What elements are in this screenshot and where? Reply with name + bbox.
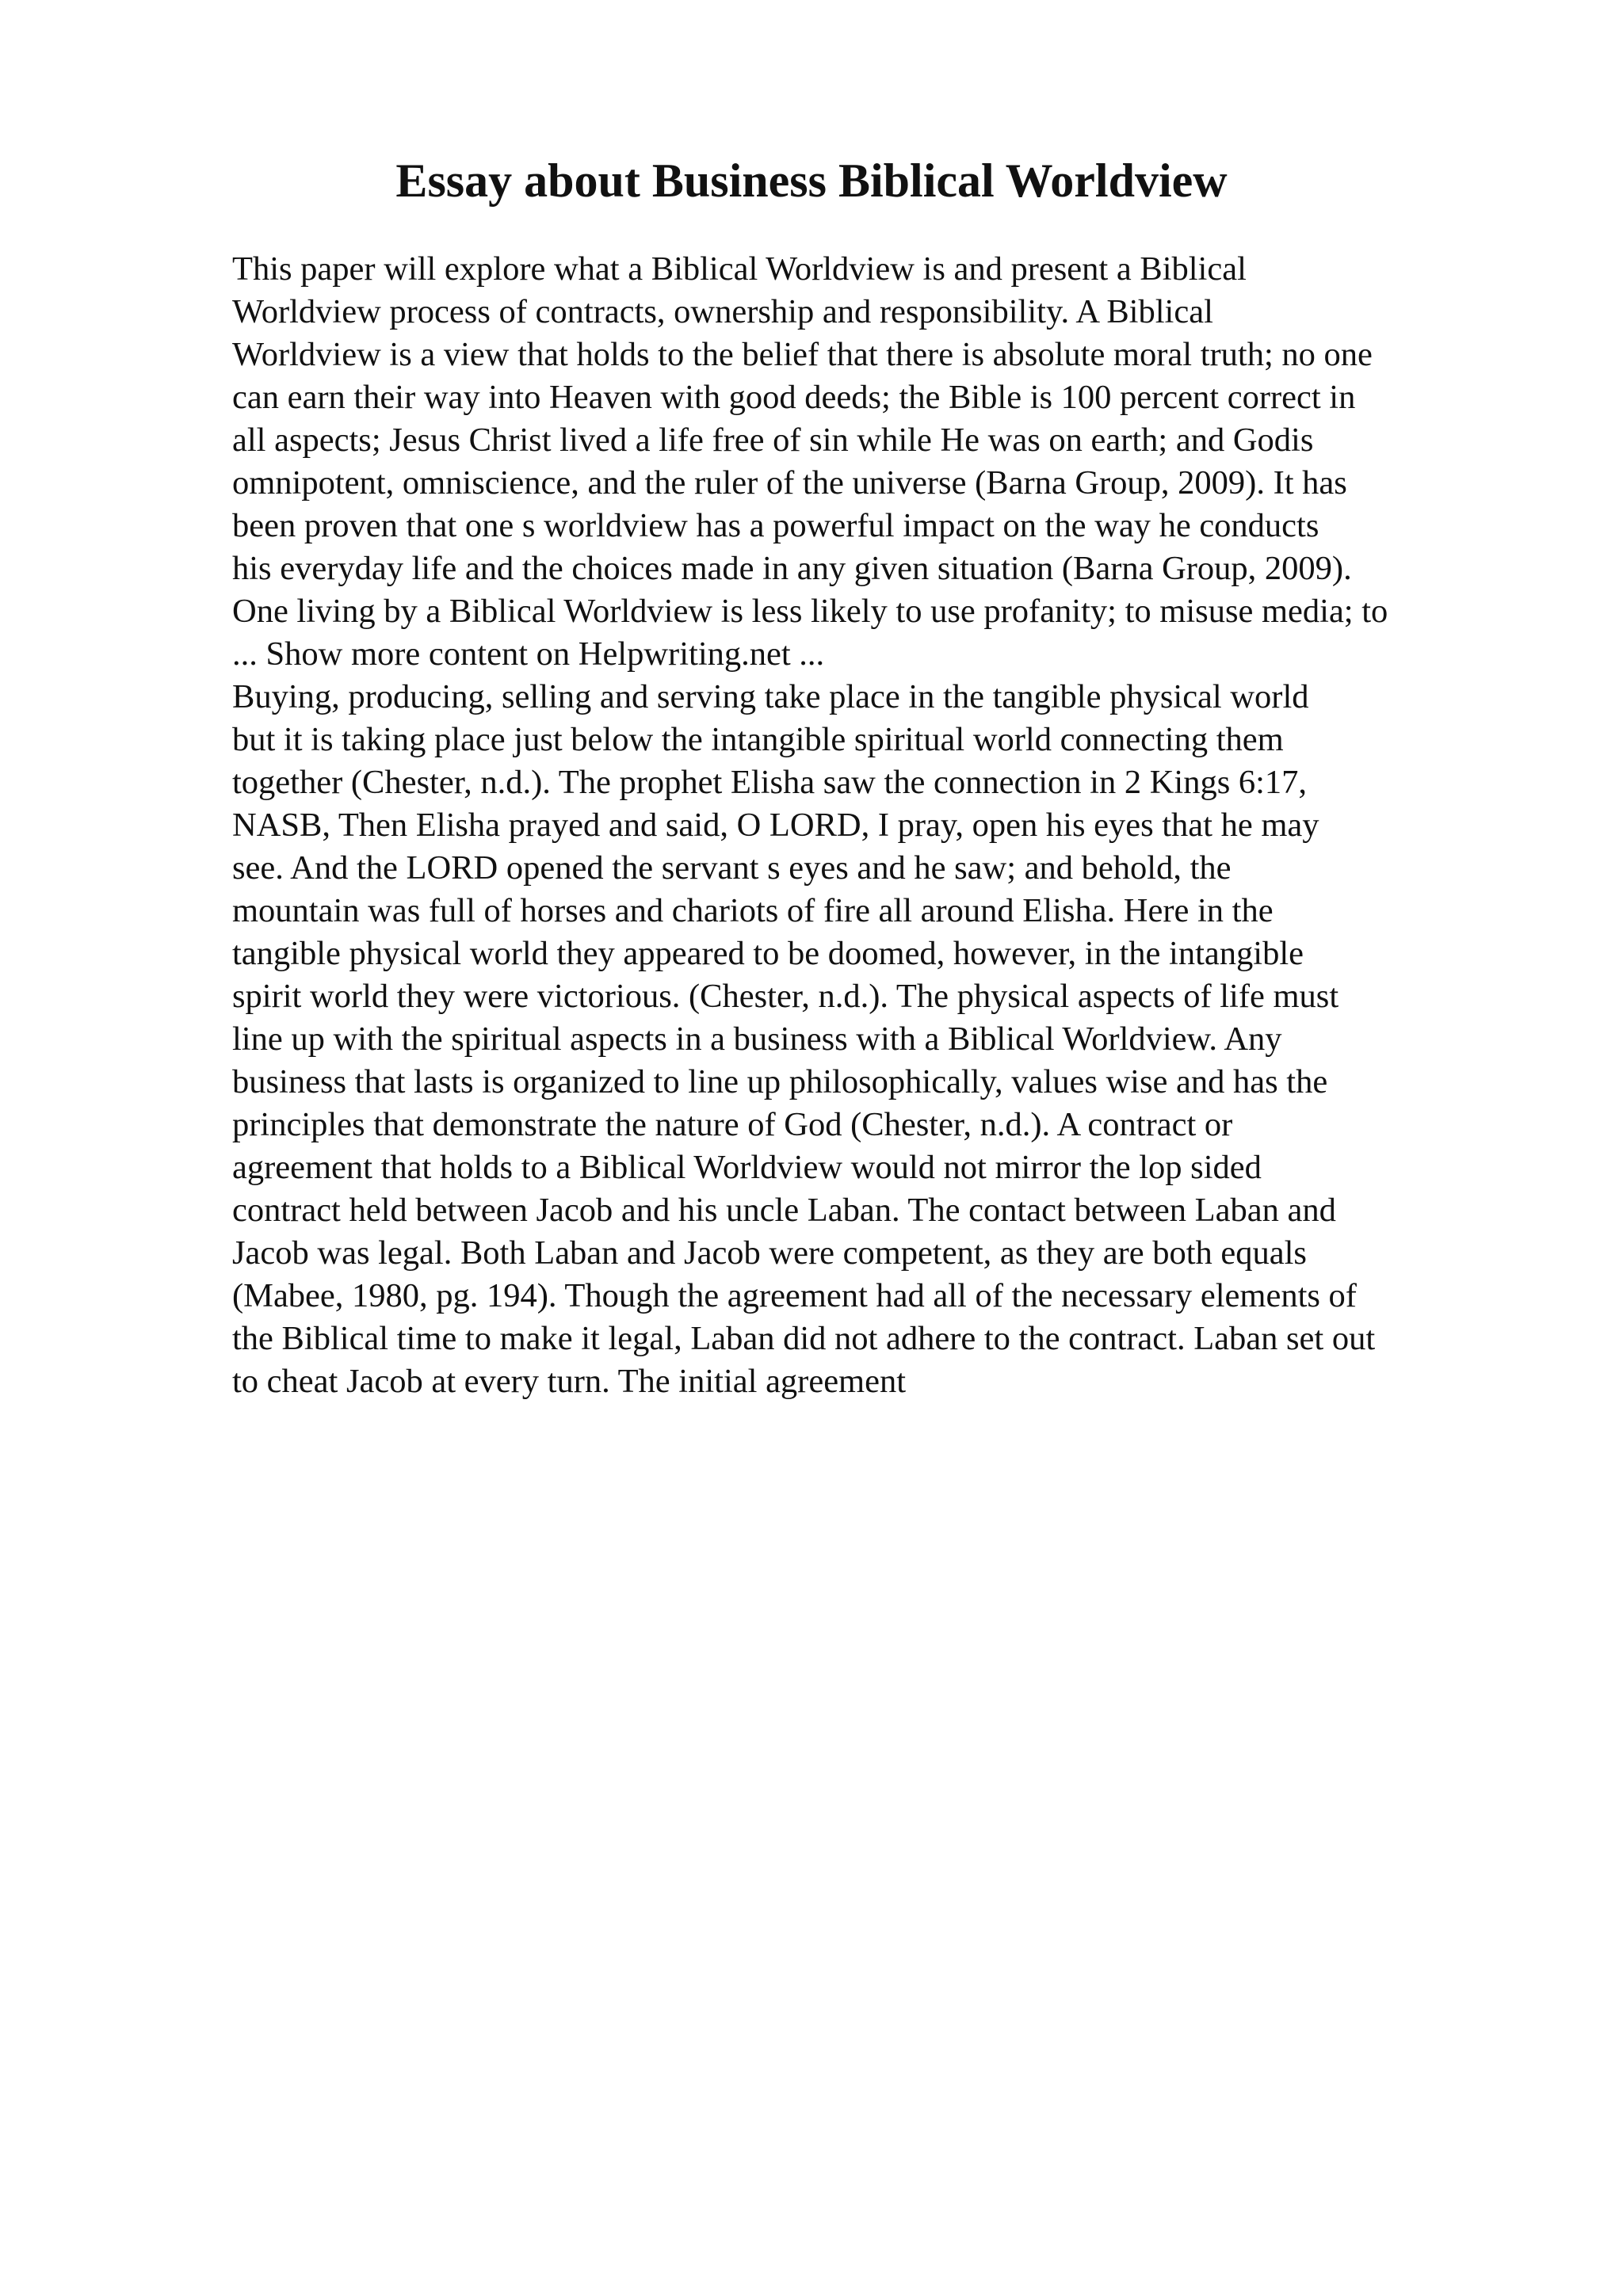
text-line: together (Chester, n.d.). The prophet Elisha saw the connection in 2 Kings 6:17, — [232, 764, 1308, 801]
text-line: One living by a Biblical Worldview is less likely to use profanity; to misuse media; to — [232, 593, 1388, 630]
show-more-line: ... Show more content on Helpwriting.net ... — [232, 635, 825, 673]
text-line: This paper will explore what a Biblical Worldview is and present a Biblical — [232, 250, 1247, 288]
text-line: spirit world they were victorious. (Chester, n.d.). The physical aspects of life must — [232, 978, 1339, 1015]
document-title: Essay about Business Biblical Worldview — [395, 154, 1228, 207]
text-line: Worldview process of contracts, ownership and responsibility. A Biblical — [232, 293, 1213, 330]
text-line: (Mabee, 1980, pg. 194). Though the agreement had all of the necessary elements of — [232, 1277, 1357, 1314]
text-line: NASB, Then Elisha prayed and said, O LORD, I pray, open his eyes that he may — [232, 807, 1319, 844]
text-line: see. And the LORD opened the servant s eyes and he saw; and behold, the — [232, 849, 1232, 887]
text-line: can earn their way into Heaven with good deeds; the Bible is 100 percent correct in — [232, 379, 1356, 416]
text-line: been proven that one s worldview has a powerful impact on the way he conducts — [232, 507, 1319, 544]
text-line: Worldview is a view that holds to the belief that there is absolute moral truth; no one — [232, 336, 1373, 373]
text-line: Jacob was legal. Both Laban and Jacob were competent, as they are both equals — [232, 1234, 1307, 1272]
text-line: agreement that holds to a Biblical Worldview would not mirror the lop sided — [232, 1149, 1262, 1186]
text-line: principles that demonstrate the nature of God (Chester, n.d.). A contract or — [232, 1106, 1233, 1143]
text-line: the Biblical time to make it legal, Laban did not adhere to the contract. Laban set out — [232, 1320, 1376, 1357]
text-line: to cheat Jacob at every turn. The initial agreement — [232, 1363, 907, 1400]
text-line: omnipotent, omniscience, and the ruler of the universe (Barna Group, 2009). It has — [232, 464, 1347, 502]
text-line: tangible physical world they appeared to be doomed, however, in the intangible — [232, 935, 1304, 972]
text-line: business that lasts is organized to line up philosophically, values wise and has the — [232, 1063, 1328, 1100]
text-line: contract held between Jacob and his uncle Laban. The contact between Laban and — [232, 1192, 1336, 1229]
text-line: Buying, producing, selling and serving take place in the tangible physical world — [232, 678, 1309, 715]
essay-body — [232, 248, 1595, 1403]
text-line: all aspects; Jesus Christ lived a life free of sin while He was on earth; and Godis — [232, 421, 1314, 459]
text-line: his everyday life and the choices made in any given situation (Barna Group, 2009). — [232, 550, 1352, 587]
text-line: line up with the spiritual aspects in a business with a Biblical Worldview. Any — [232, 1020, 1282, 1058]
text-line: mountain was full of horses and chariots of fire all around Elisha. Here in the — [232, 892, 1274, 929]
text-line: but it is taking place just below the intangible spiritual world connecting them — [232, 721, 1284, 758]
